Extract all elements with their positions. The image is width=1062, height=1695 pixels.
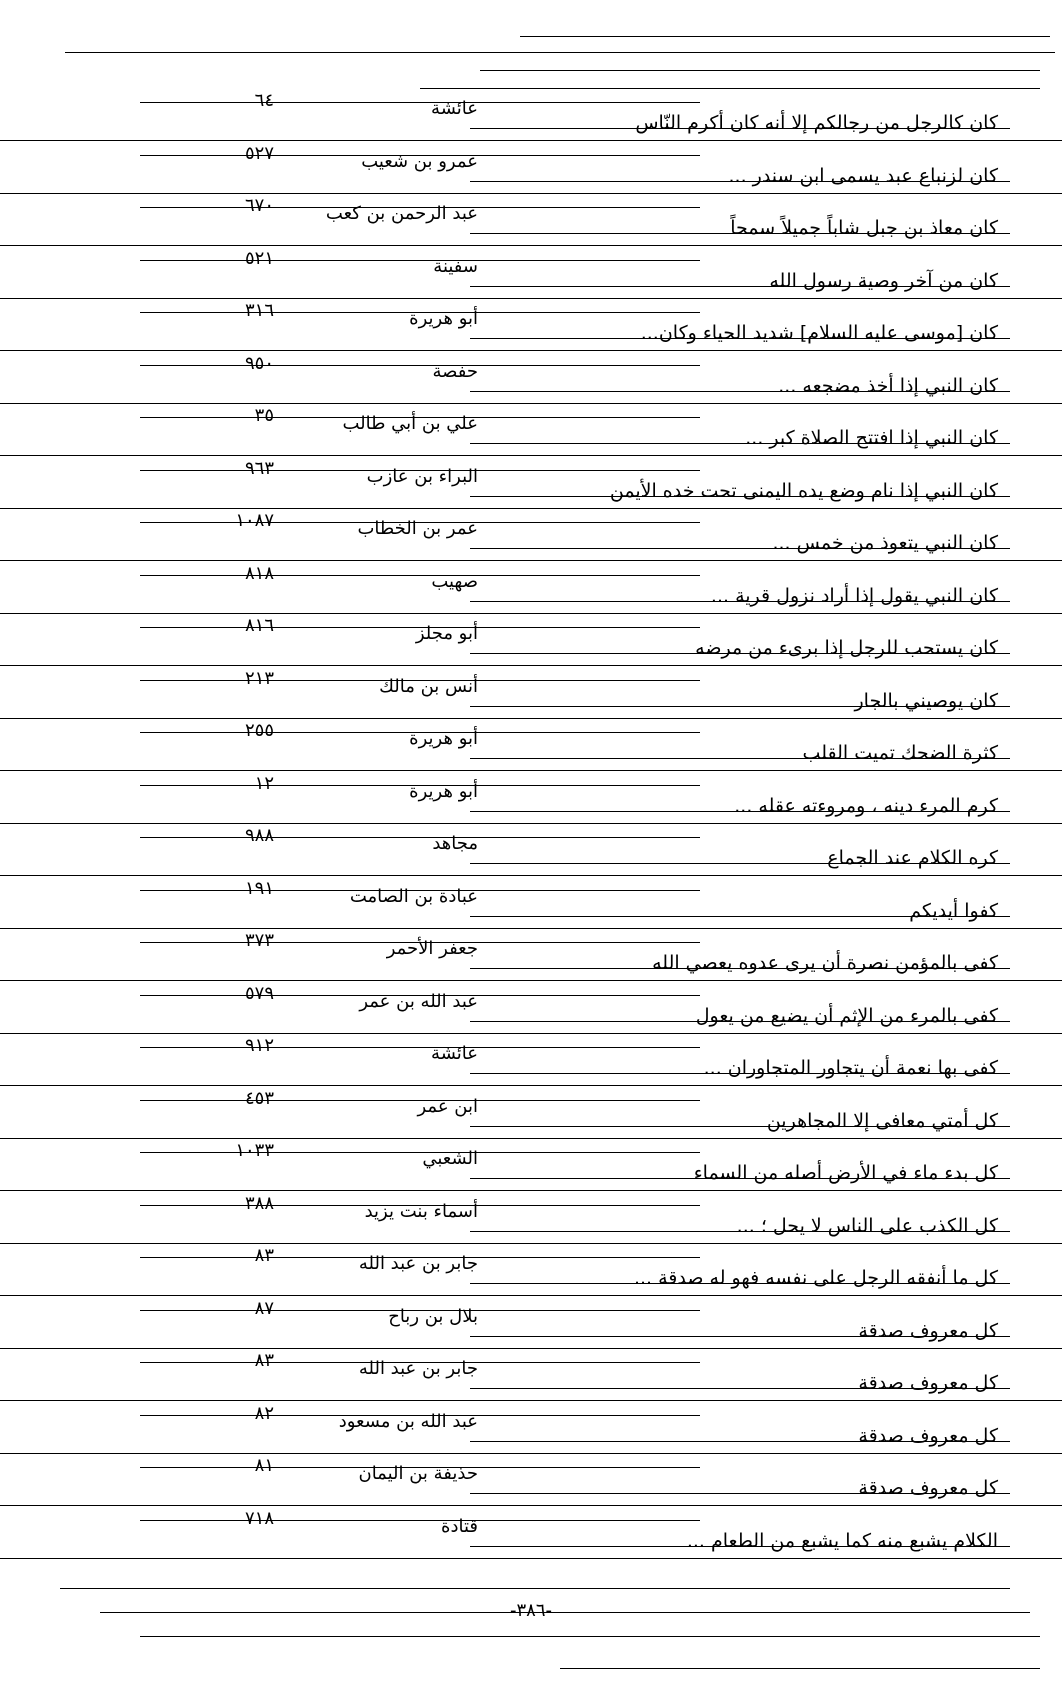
hadith-phrase: كان النبي إذا أخذ مضجعه ... — [778, 375, 998, 397]
index-row — [0, 773, 1062, 831]
hadith-phrase: كان كالرجل من رجالكم إلا أنه كان أكرم النّاس — [635, 112, 998, 134]
index-row — [0, 1245, 1062, 1303]
narrator-name: عبد الرحمن بن كعب — [325, 203, 478, 224]
narrator-name: أبو هريرة — [409, 308, 478, 329]
scan-line — [0, 1190, 1062, 1191]
scan-line — [0, 613, 1062, 614]
hadith-phrase: كان يستحب للرجل إذا برىء من مرضه — [695, 637, 998, 659]
hadith-phrase: كفوا أيديكم — [909, 900, 998, 922]
scan-line — [0, 1453, 1062, 1454]
index-row — [0, 1298, 1062, 1356]
hadith-number: ٨١٦ — [244, 615, 274, 636]
index-row — [0, 353, 1062, 411]
hadith-phrase: كان النبي إذا نام وضع يده اليمنى تحت خده الأيمن — [609, 480, 998, 502]
narrator-name: البراء بن عازب — [366, 466, 478, 487]
hadith-number: ٩٦٣ — [244, 458, 274, 479]
index-row — [0, 720, 1062, 778]
scan-line — [0, 1400, 1062, 1401]
hadith-number: ٣٨٨ — [244, 1193, 274, 1214]
index-row — [0, 90, 1062, 148]
narrator-name: أسماء بنت يزيد — [364, 1201, 478, 1222]
index-row — [0, 878, 1062, 936]
narrator-name: أنس بن مالك — [379, 676, 478, 697]
hadith-phrase: كثرة الضحك تميت القلب — [802, 742, 998, 764]
scan-line — [140, 575, 700, 576]
scan-line — [140, 1152, 700, 1153]
hadith-phrase: كره الكلام عند الجماع — [827, 847, 998, 869]
scan-line — [0, 1138, 1062, 1139]
hadith-phrase: كفى بالمرء من الإثم أن يضيع من يعول — [695, 1005, 998, 1027]
top-rule — [520, 36, 1050, 37]
hadith-number: ٥٢٧ — [244, 143, 274, 164]
index-row — [0, 405, 1062, 463]
index-row — [0, 1088, 1062, 1146]
index-row — [0, 1508, 1062, 1566]
index-row — [0, 458, 1062, 516]
scan-line — [140, 1520, 700, 1521]
hadith-number: ٣٥ — [254, 405, 274, 426]
scan-line — [0, 245, 1062, 246]
scan-line — [140, 837, 700, 838]
index-row — [0, 563, 1062, 621]
hadith-phrase: كرم المرء دينه ، ومروءته عقله ... — [734, 795, 998, 817]
narrator-name: حذيفة بن اليمان — [358, 1463, 478, 1484]
scan-line — [0, 1033, 1062, 1034]
index-row — [0, 1193, 1062, 1251]
bottom-rule — [560, 1668, 1040, 1669]
hadith-phrase: الكلام يشبع منه كما يشبع من الطعام ... — [686, 1530, 998, 1552]
hadith-phrase: كل أمتي معافى إلا المجاهرين — [766, 1110, 998, 1132]
index-row — [0, 195, 1062, 253]
scan-line — [0, 823, 1062, 824]
scan-line — [0, 508, 1062, 509]
hadith-number: ٥٧٩ — [244, 983, 274, 1004]
scan-line — [0, 665, 1062, 666]
hadith-number: ٨١٨ — [244, 563, 274, 584]
scan-line — [0, 1295, 1062, 1296]
hadith-phrase: كل ما أنفقه الرجل على نفسه فهو له صدقة ... — [633, 1267, 998, 1289]
top-rule — [65, 52, 1055, 53]
top-rule — [420, 88, 1040, 89]
narrator-name: علي بن أبي طالب — [342, 413, 478, 434]
hadith-number: ٨٢ — [254, 1403, 274, 1424]
hadith-phrase: كفى بها نعمة أن يتجاور المتجاوران ... — [703, 1057, 998, 1079]
index-row — [0, 1140, 1062, 1198]
hadith-number: ٦٧٠ — [244, 195, 274, 216]
scan-line — [140, 1047, 700, 1048]
hadith-number: ٦٤ — [254, 90, 274, 111]
scan-line — [140, 365, 700, 366]
narrator-name: أبو هريرة — [409, 728, 478, 749]
index-row — [0, 300, 1062, 358]
page-number: -٣٨٦- — [509, 1600, 552, 1621]
narrator-name: عبد الله بن مسعود — [338, 1411, 478, 1432]
hadith-phrase: كان النبي إذا افتتح الصلاة كبر ... — [745, 427, 998, 449]
hadith-phrase: كان من آخر وصية رسول الله — [769, 270, 998, 292]
narrator-name: عمر بن الخطاب — [357, 518, 478, 539]
hadith-number: ٨١ — [254, 1455, 274, 1476]
scan-line — [0, 350, 1062, 351]
narrator-name: عبادة بن الصامت — [349, 886, 478, 907]
scan-line — [0, 1085, 1062, 1086]
narrator-name: ابن عمر — [417, 1096, 478, 1117]
hadith-phrase: كل معروف صدقة — [858, 1425, 998, 1447]
index-row — [0, 615, 1062, 673]
narrator-name: جعفر الأحمر — [386, 938, 478, 959]
hadith-number: ٨٧ — [254, 1298, 274, 1319]
scan-line — [0, 140, 1062, 141]
index-row — [0, 248, 1062, 306]
hadith-number: ١٩١ — [244, 878, 274, 899]
hadith-number: ١٢ — [254, 773, 274, 794]
hadith-phrase: كان يوصيني بالجار — [854, 690, 998, 712]
hadith-number: ٨٣ — [254, 1350, 274, 1371]
narrator-name: عبد الله بن عمر — [359, 991, 478, 1012]
narrator-name: سفينة — [433, 256, 478, 277]
hadith-phrase: كل معروف صدقة — [858, 1372, 998, 1394]
scan-line — [0, 928, 1062, 929]
narrator-name: مجاهد — [432, 833, 478, 854]
index-row — [0, 1035, 1062, 1093]
hadith-number: ٥٢١ — [244, 248, 274, 269]
scan-line — [0, 403, 1062, 404]
scan-line — [0, 1243, 1062, 1244]
hadith-phrase: كان معاذ بن جبل شاباً جميلاً سمحاً — [730, 217, 998, 239]
hadith-number: ٧١٨ — [244, 1508, 274, 1529]
narrator-name: الشعبي — [422, 1148, 478, 1169]
scan-line — [140, 102, 700, 103]
scan-line — [0, 875, 1062, 876]
hadith-number: ٩٨٨ — [244, 825, 274, 846]
scan-line — [0, 1505, 1062, 1506]
narrator-name: جابر بن عبد الله — [358, 1358, 478, 1379]
narrator-name: حفصة — [432, 361, 478, 382]
scan-line — [0, 770, 1062, 771]
scan-line — [0, 980, 1062, 981]
index-row — [0, 930, 1062, 988]
index-row — [0, 1403, 1062, 1461]
scan-line — [140, 260, 700, 261]
top-rule — [480, 70, 1040, 71]
hadith-phrase: كل معروف صدقة — [858, 1477, 998, 1499]
scan-line — [0, 1558, 1062, 1559]
hadith-phrase: كل معروف صدقة — [858, 1320, 998, 1342]
scan-line — [0, 1348, 1062, 1349]
hadith-number: ٩١٢ — [244, 1035, 274, 1056]
narrator-name: صهيب — [431, 571, 478, 592]
index-row — [0, 825, 1062, 883]
narrator-name: أبو مجلز — [415, 623, 478, 644]
hadith-phrase: كفى بالمؤمن نصرة أن يرى عدوه يعصي الله — [652, 952, 998, 974]
narrator-name: أبو هريرة — [409, 781, 478, 802]
hadith-number: ١٠٨٧ — [235, 510, 274, 531]
hadith-phrase: كان النبي يقول إذا أراد نزول قرية ... — [710, 585, 998, 607]
scan-line — [0, 455, 1062, 456]
narrator-name: عائشة — [431, 1043, 478, 1064]
hadith-number: ٤٥٣ — [244, 1088, 274, 1109]
narrator-name: جابر بن عبد الله — [358, 1253, 478, 1274]
hadith-number: ٢١٣ — [244, 668, 274, 689]
hadith-phrase: كان [موسى عليه السلام] شديد الحياء وكان... — [640, 322, 998, 344]
narrator-name: عمرو بن شعيب — [361, 151, 478, 172]
index-row — [0, 510, 1062, 568]
hadith-number: ٩٥٠ — [244, 353, 274, 374]
hadith-number: ٢٥٥ — [244, 720, 274, 741]
scan-line — [0, 560, 1062, 561]
index-row — [0, 1350, 1062, 1408]
index-row — [0, 143, 1062, 201]
scan-line — [0, 718, 1062, 719]
narrator-name: قتادة — [441, 1516, 478, 1537]
scan-line — [0, 298, 1062, 299]
scan-line — [0, 193, 1062, 194]
index-row — [0, 983, 1062, 1041]
hadith-number: ١٠٣٣ — [235, 1140, 274, 1161]
bottom-rule — [140, 1636, 1040, 1637]
hadith-number: ٨٣ — [254, 1245, 274, 1266]
hadith-phrase: كل الكذب على الناس لا يحل ؛ ... — [736, 1215, 998, 1237]
hadith-phrase: كان لزنباع عبد يسمى ابن سندر ... — [728, 165, 998, 187]
hadith-phrase: كل بدء ماء في الأرض أصله من السماء — [693, 1162, 998, 1184]
index-row — [0, 1455, 1062, 1513]
narrator-name: عائشة — [431, 98, 478, 119]
hadith-number: ٣٧٣ — [244, 930, 274, 951]
bottom-rule — [60, 1588, 1010, 1589]
narrator-name: بلال بن رباح — [388, 1306, 478, 1327]
hadith-phrase: كان النبي يتعوذ من خمس ... — [772, 532, 998, 554]
hadith-number: ٣١٦ — [244, 300, 274, 321]
index-row — [0, 668, 1062, 726]
